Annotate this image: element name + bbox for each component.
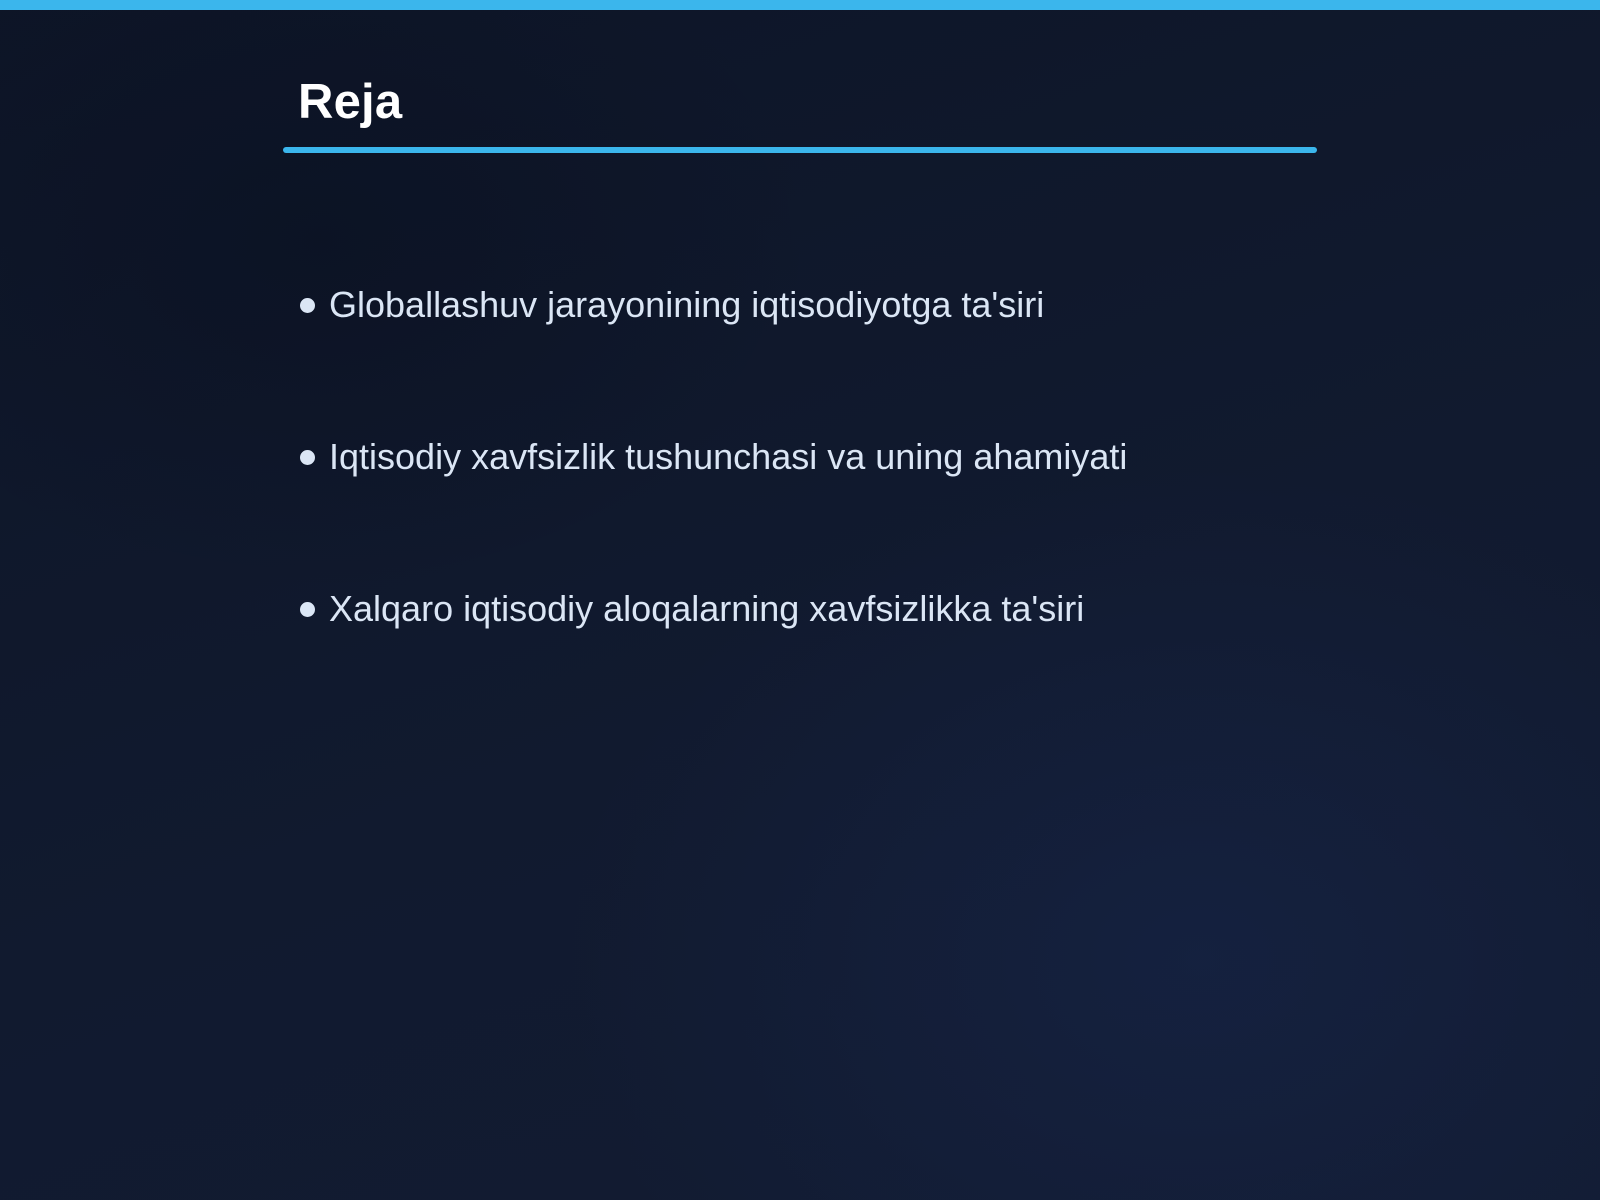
bullet-text: Xalqaro iqtisodiy aloqalarning xavfsizlikka ta'siri <box>329 588 1085 629</box>
bullet-text: Iqtisodiy xavfsizlik tushunchasi va uning ahamiyati <box>329 436 1128 477</box>
bullet-text: Globallashuv jarayonining iqtisodiyotga ta'siri <box>329 284 1045 325</box>
bullet-dot-icon <box>300 450 315 465</box>
top-accent-bar <box>0 0 1600 10</box>
title-underline <box>283 147 1317 153</box>
bullet-item <box>300 587 1084 631</box>
bullet-item <box>300 435 1127 479</box>
slide-title: Reja <box>298 75 403 129</box>
bullet-dot-icon <box>300 602 315 617</box>
bullet-dot-icon <box>300 298 315 313</box>
bullet-item <box>300 283 1044 327</box>
